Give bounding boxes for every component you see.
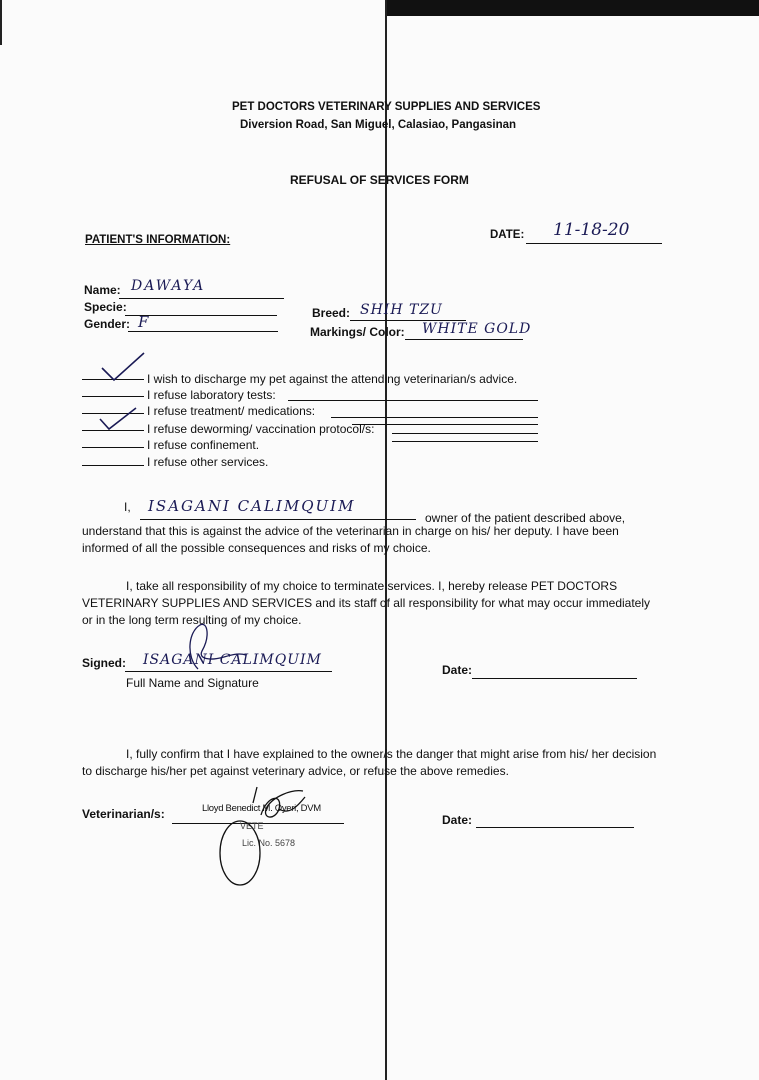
vet-date-label: Date: <box>442 813 473 827</box>
statement-owner-tail: owner of the patient described above, <box>425 511 626 525</box>
option-deworming-label: I refuse deworming/ vaccination protocol/s: <box>147 422 375 436</box>
company-address: Diversion Road, San Miguel, Calasiao, Pangasinan <box>240 119 517 131</box>
owner-date-label: Date: <box>442 663 473 677</box>
gender-label: Gender: <box>84 317 131 331</box>
date-value: 11-18-20 <box>553 220 630 240</box>
vet-paragraph: I, fully confirm that I have explained to the owner/s the danger that might arise from his/ her decision to discharge his/her pet against veterinary advice, or refuse the above remedies. <box>82 747 657 778</box>
date-label: DATE: <box>490 229 525 241</box>
discharge-checkmark-icon <box>98 350 148 382</box>
option-other-label: I refuse other services. <box>147 455 269 469</box>
name-value: DAWAYA <box>131 278 206 294</box>
scan-edge-bar <box>385 0 759 16</box>
option-confinement-label: I refuse confinement. <box>147 438 260 452</box>
breed-value: SHIH TZU <box>360 302 443 318</box>
vet-label: Veterinarian/s: <box>82 807 165 821</box>
vet-name-stamp: Lloyd Benedict M. Oyeri, DVM <box>202 803 321 814</box>
gender-value: F <box>138 313 149 331</box>
vet-stamp-line-2: VETE <box>240 821 264 831</box>
vet-stamp-line-3: Lic. No. 5678 <box>242 838 296 848</box>
statement-prefix: I, <box>124 500 131 514</box>
markings-value: WHITE GOLD <box>422 321 532 337</box>
markings-label: Markings/ Color: <box>310 325 405 339</box>
vet-signature-mark <box>205 775 315 890</box>
signed-label: Signed: <box>82 656 126 670</box>
company-name: PET DOCTORS VETERINARY SUPPLIES AND SERVICES <box>232 101 541 113</box>
option-lab-tests-label: I refuse laboratory tests: <box>147 388 276 402</box>
name-label: Name: <box>84 283 121 297</box>
specie-label: Specie: <box>84 300 127 314</box>
form-title: REFUSAL OF SERVICES FORM <box>290 173 469 187</box>
statement-paragraph-1: understand that this is against the advice of the veterinarian in charge on his/ her deputy. I have been informed of all the possible consequences and risks of my choice. <box>82 524 619 555</box>
scan-left-edge <box>0 0 2 45</box>
statement-paragraph-2: I, take all responsibility of my choice to terminate services. I, hereby release PET DOCTORS VETERINARY SUPPLIES AND SERVICES and its staff of all responsibility for what may occur immediately or in the long term resulting of my choice. <box>82 579 651 627</box>
deworming-checkmark-icon <box>96 405 140 431</box>
option-discharge-label: I wish to discharge my pet against the attending veterinarian/s advice. <box>147 372 518 386</box>
signed-value: ISAGANI CALIMQUIM <box>143 652 322 668</box>
option-treatment-label: I refuse treatment/ medications: <box>147 404 316 418</box>
breed-label: Breed: <box>312 306 351 320</box>
owner-name-value: ISAGANI CALIMQUIM <box>148 497 356 515</box>
patient-section-label: PATIENT'S INFORMATION: <box>85 234 231 246</box>
signature-caption: Full Name and Signature <box>126 676 259 690</box>
